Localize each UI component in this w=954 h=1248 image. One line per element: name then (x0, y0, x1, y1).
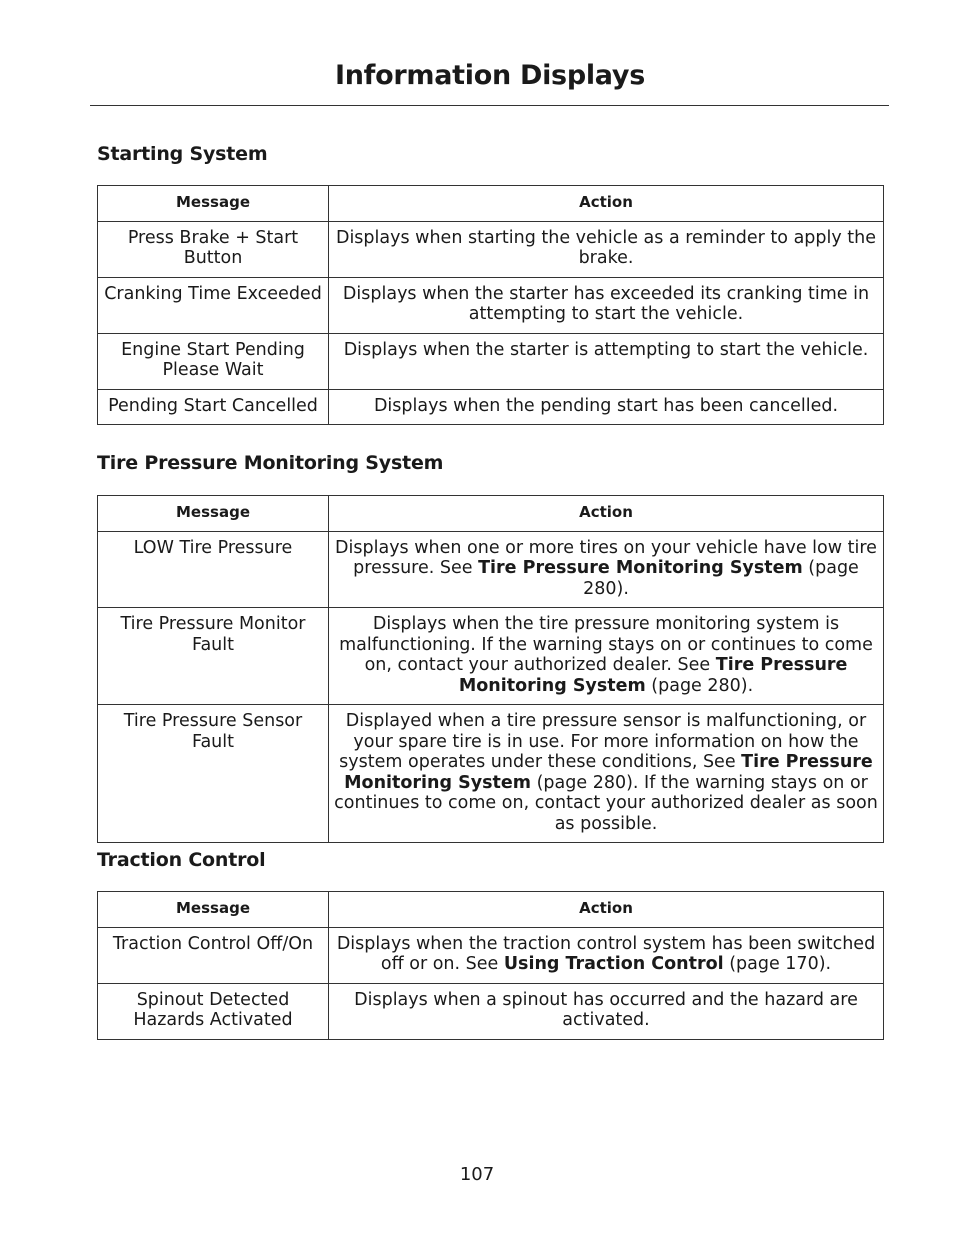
table-header-row (98, 892, 884, 928)
action-text: (page 280). If the warning stays on or continues to come on, contact your authorized dealer as soon as possible. (334, 772, 878, 834)
message-cell: Cranking Time Exceeded (98, 277, 329, 333)
message-cell: Press Brake + Start Button (98, 221, 329, 277)
message-cell: Tire Pressure Monitor Fault (98, 608, 329, 705)
section-heading-tire-pressure-monitoring-system: Tire Pressure Monitoring System (97, 452, 444, 474)
action-cell (329, 608, 884, 705)
action-text: Displays when the traction control system has been switched off or on. See (336, 933, 876, 974)
traction-control-table (97, 891, 884, 1040)
message-cell: Spinout Detected Hazards Activated (98, 983, 329, 1039)
message-cell: Traction Control Off/On (98, 927, 329, 983)
table-row (98, 389, 884, 425)
table-row (98, 983, 884, 1039)
starting-system-table (97, 185, 884, 425)
title-divider (90, 105, 889, 106)
message-cell: Tire Pressure Sensor Fault (98, 705, 329, 843)
table-header-row (98, 496, 884, 532)
column-header-message: Message (98, 892, 329, 928)
table-row (98, 705, 884, 843)
table-row (98, 277, 884, 333)
action-cell: Displays when starting the vehicle as a reminder to apply the brake. (329, 221, 884, 277)
section-heading-starting-system: Starting System (97, 143, 268, 165)
cross-reference-link[interactable]: Using Traction Control (503, 954, 724, 974)
table-row (98, 531, 884, 608)
table-row (98, 927, 884, 983)
column-header-message: Message (98, 186, 329, 222)
action-text: Displayed when a tire pressure sensor is malfunctioning, or your spare tire is in use. For more information on how the system operates under these conditions, See (339, 711, 867, 772)
section-heading-traction-control: Traction Control (97, 849, 266, 871)
action-cell: Displays when the starter is attempting to start the vehicle. (329, 333, 884, 389)
message-cell: Engine Start Pending Please Wait (98, 333, 329, 389)
action-cell (329, 927, 884, 983)
cross-reference-link[interactable]: Tire Pressure Monitoring System (344, 752, 873, 793)
page-number: 107 (459, 1164, 495, 1185)
column-header-message: Message (98, 496, 329, 532)
action-cell (329, 705, 884, 843)
action-text: Displays when one or more tires on your vehicle have low tire pressure. See (335, 537, 877, 578)
action-text: (page 280). (645, 675, 754, 696)
table-header-row (98, 186, 884, 222)
column-header-action: Action (329, 496, 884, 532)
cross-reference-link[interactable]: Tire Pressure Monitoring System (458, 655, 848, 696)
table-row (98, 333, 884, 389)
message-cell: LOW Tire Pressure (98, 531, 329, 608)
action-cell: Displays when the pending start has been cancelled. (329, 389, 884, 425)
column-header-action: Action (329, 892, 884, 928)
cross-reference-link[interactable]: Tire Pressure Monitoring System (478, 558, 803, 578)
tire-pressure-table (97, 495, 884, 843)
action-text: Displays when the tire pressure monitoring system is malfunctioning. If the warning stays on or continues to come on, contact your authorized dealer. See (339, 614, 873, 675)
table-row (98, 608, 884, 705)
action-text: (page 170). (723, 954, 832, 974)
message-cell: Pending Start Cancelled (98, 389, 329, 425)
page-title: Information Displays (335, 60, 645, 91)
action-cell: Displays when the starter has exceeded its cranking time in attempting to start the vehicle. (329, 277, 884, 333)
action-cell (329, 531, 884, 608)
table-row (98, 221, 884, 277)
action-text: (page 280). (583, 558, 859, 599)
column-header-action: Action (329, 186, 884, 222)
action-cell: Displays when a spinout has occurred and the hazard are activated. (329, 983, 884, 1039)
